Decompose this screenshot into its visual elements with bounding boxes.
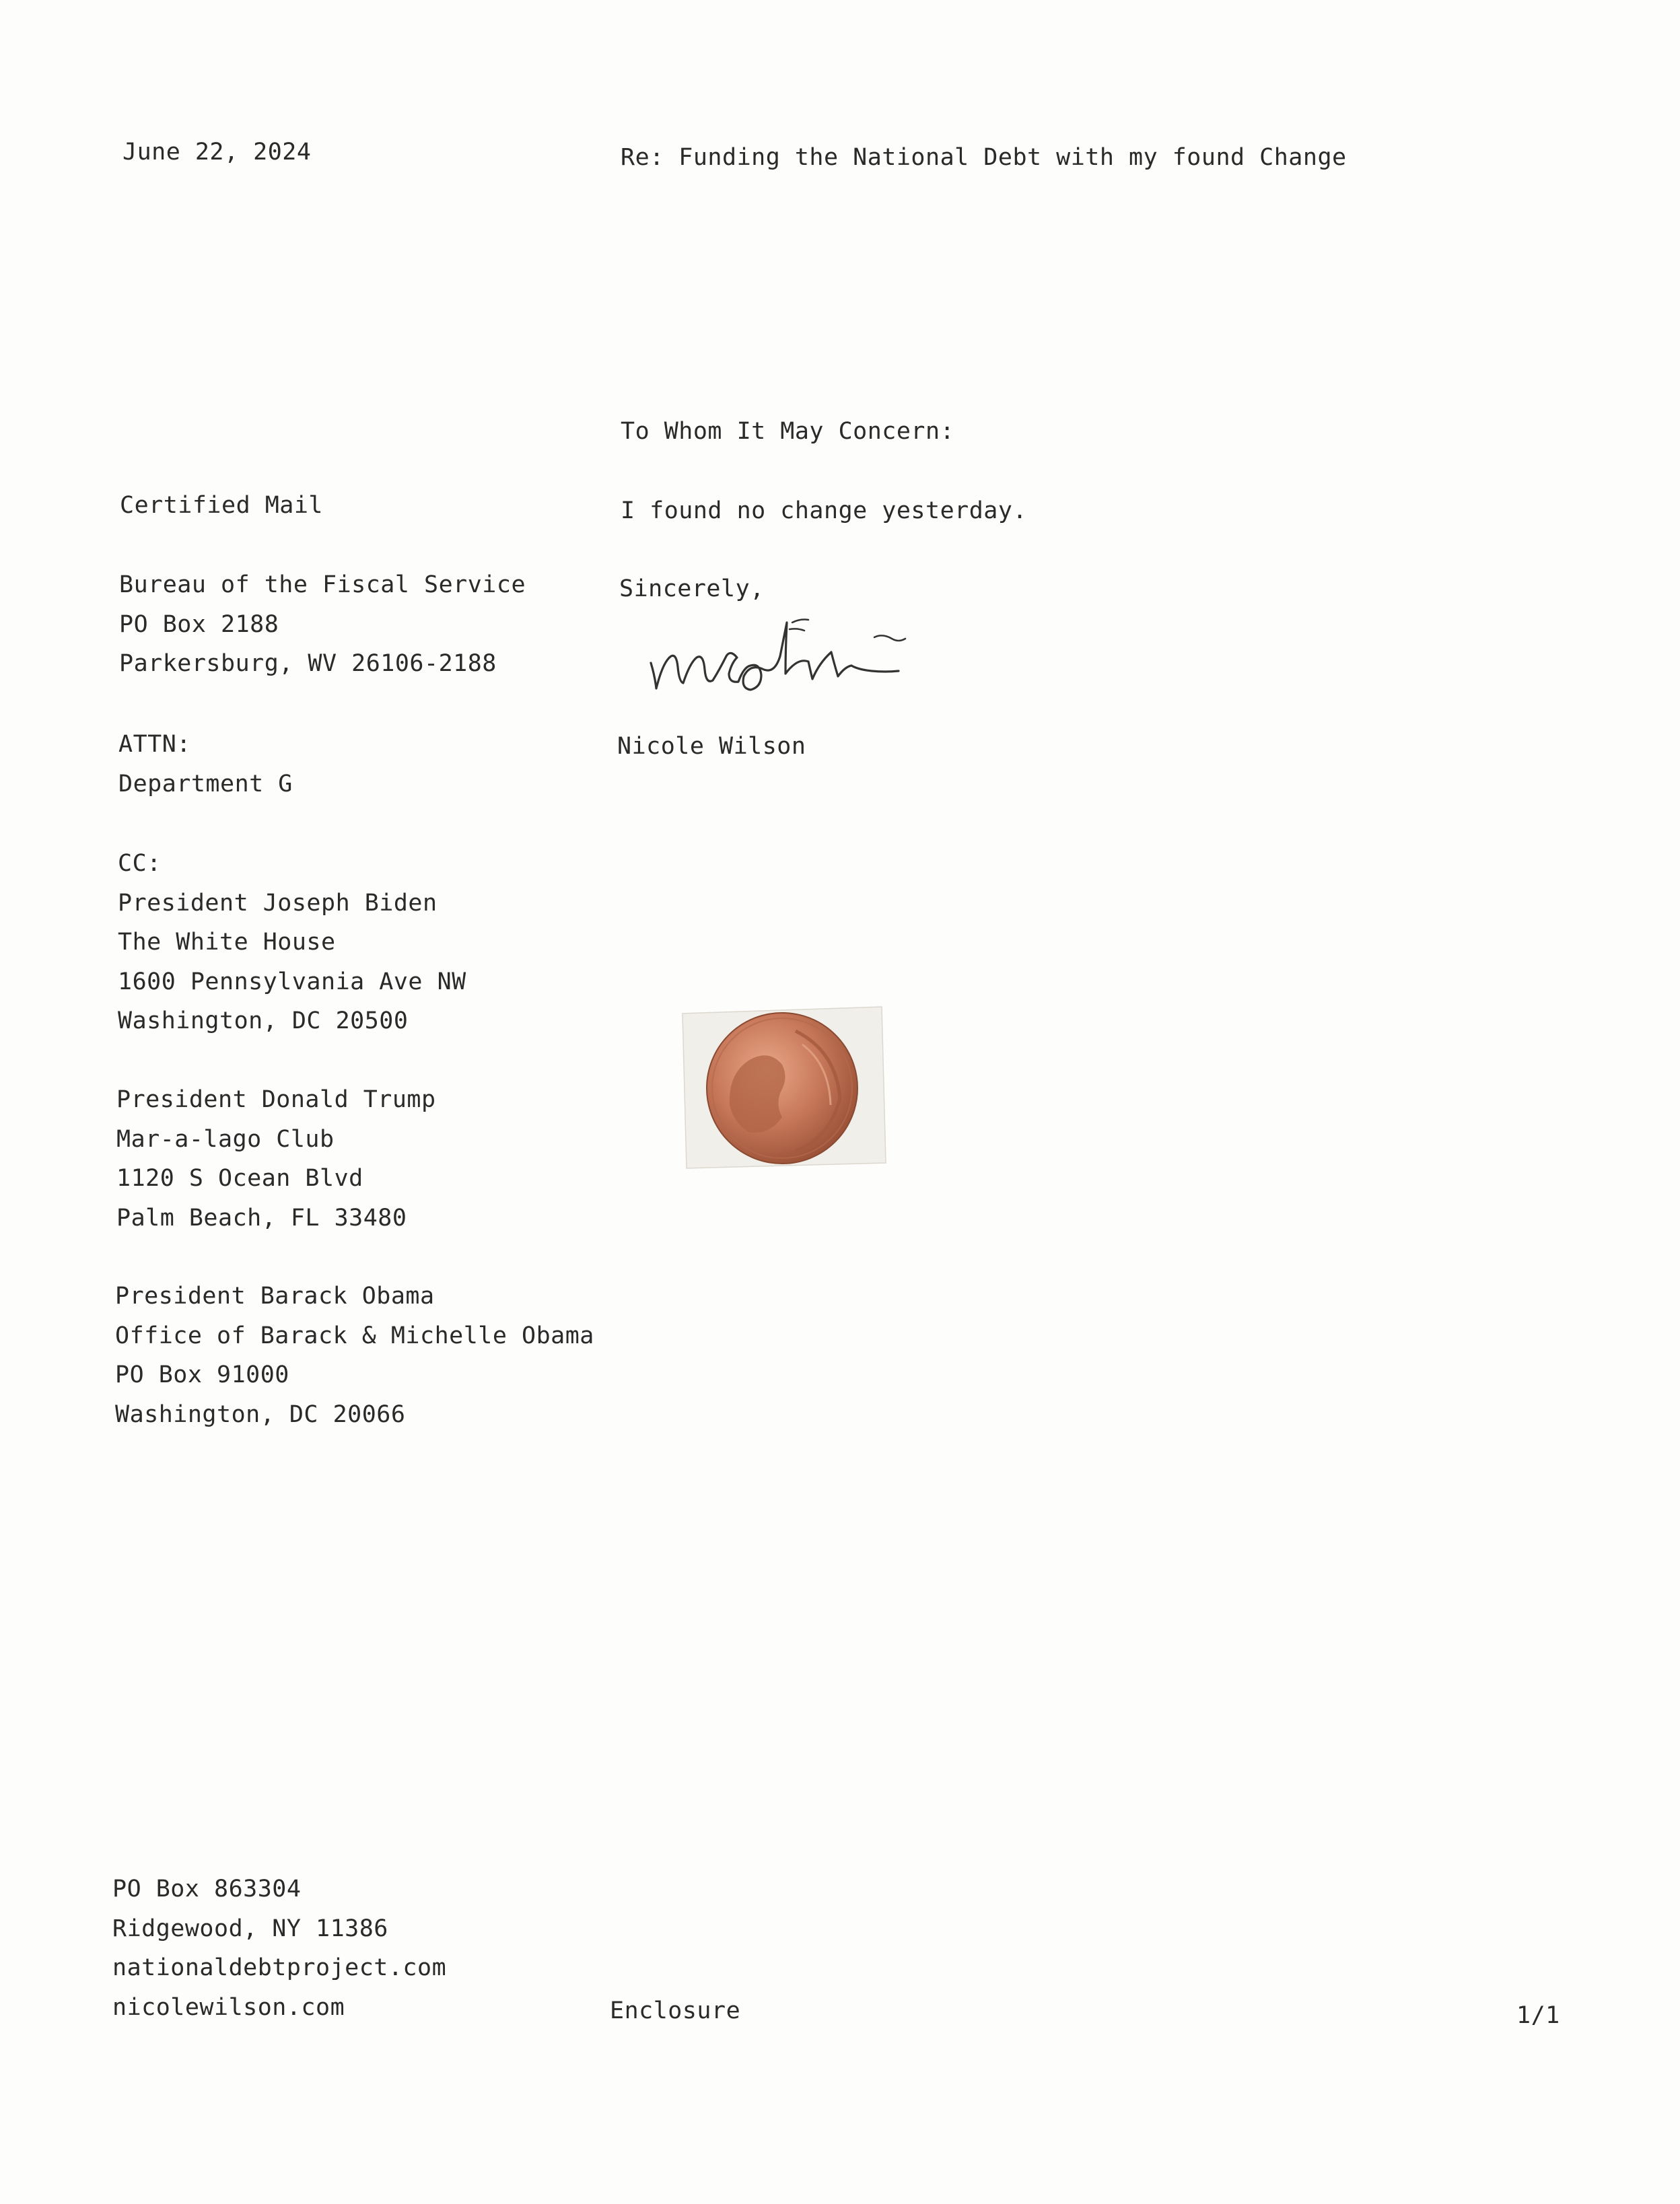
- attention-block: [118, 725, 293, 804]
- recipient-address: [119, 565, 526, 684]
- cc-line: 1120 S Ocean Blvd: [116, 1165, 363, 1192]
- cc-line: Washington, DC 20500: [118, 1007, 409, 1034]
- sender-website[interactable]: nicolewilson.com: [112, 1993, 345, 2021]
- sender-website[interactable]: nationaldebtproject.com: [112, 1954, 447, 1981]
- recipient-line: Bureau of the Fiscal Service: [119, 571, 526, 598]
- attention-label: ATTN:: [118, 731, 191, 758]
- signature: [643, 609, 979, 710]
- page-number: 1/1: [1516, 2002, 1560, 2029]
- cc-line: President Joseph Biden: [118, 889, 438, 917]
- cc-recipient-trump: [116, 1080, 436, 1238]
- enclosure-note: Enclosure: [610, 1997, 741, 2024]
- letter-subject: Re: Funding the National Debt with my found Change: [621, 144, 1347, 171]
- cc-line: Mar-a-lago Club: [116, 1125, 335, 1153]
- taped-penny-image: [681, 1004, 887, 1170]
- cc-line: Washington, DC 20066: [115, 1400, 406, 1428]
- cc-label: CC:: [118, 850, 162, 877]
- cc-line: President Donald Trump: [116, 1086, 436, 1113]
- signature-name: Nicole Wilson: [617, 733, 806, 760]
- recipient-line: Parkersburg, WV 26106-2188: [119, 650, 497, 677]
- recipient-line: PO Box 2188: [119, 610, 279, 638]
- mail-type: Certified Mail: [120, 492, 324, 519]
- cc-line: Palm Beach, FL 33480: [116, 1204, 407, 1232]
- cc-line: Office of Barack & Michelle Obama: [115, 1322, 594, 1349]
- salutation: To Whom It May Concern:: [621, 418, 955, 445]
- sender-address: [112, 1870, 446, 2027]
- letter-date: June 22, 2024: [123, 139, 312, 166]
- cc-line: The White House: [118, 929, 336, 956]
- cc-line: 1600 Pennsylvania Ave NW: [118, 968, 466, 995]
- cc-block: [118, 844, 466, 1041]
- cc-line: President Barack Obama: [115, 1283, 435, 1310]
- cc-recipient-obama: [115, 1277, 594, 1434]
- sender-line: PO Box 863304: [112, 1876, 302, 1903]
- closing: Sincerely,: [619, 575, 765, 602]
- sender-line: Ridgewood, NY 11386: [112, 1915, 388, 1942]
- cc-line: PO Box 91000: [115, 1361, 289, 1388]
- attention-value: Department G: [118, 770, 293, 797]
- letter-body: I found no change yesterday.: [621, 497, 1028, 524]
